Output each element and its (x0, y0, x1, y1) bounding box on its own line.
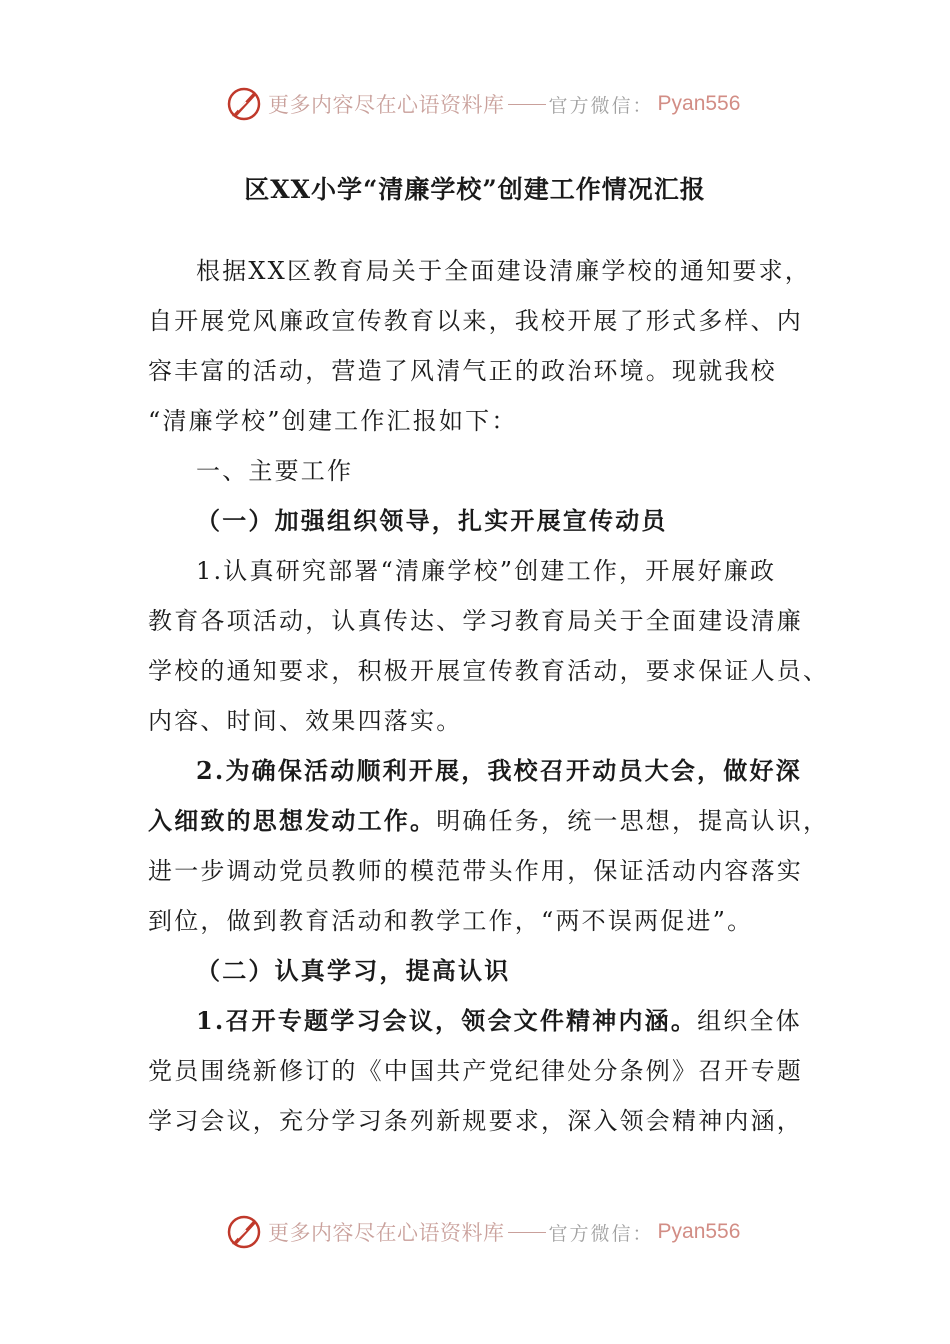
body-line: 到位，做到教育活动和教学工作，“两不误两促进”。 (148, 907, 754, 935)
watermark-banner-bottom (224, 1212, 740, 1252)
body-line: 1.认真研究部署“清廉学校”创建工作，开展好廉政 (196, 557, 777, 585)
subsection-heading: （二）认真学习，提高认识 (196, 956, 511, 985)
body-line: 内容、时间、效果四落实。 (148, 707, 463, 735)
subsection-heading: （一）加强组织领导，扎实开展宣传动员 (196, 506, 668, 535)
watermark-text: 更多内容尽在心语资料库 (268, 93, 505, 117)
body-line: 进一步调动党员教师的模范带头作用，保证活动内容落实 (148, 857, 803, 885)
body-line: 学校的通知要求，积极开展宣传教育活动，要求保证人员、 (148, 657, 830, 685)
watermark-official-label: 官方微信： (548, 94, 654, 117)
section-heading: 一、主要工作 (196, 457, 354, 485)
quill-logo-icon (224, 84, 264, 124)
bold-lead: 1.召开专题学习会议，领会文件精神内涵。 (196, 1006, 698, 1035)
body-line: 容丰富的活动，营造了风清气正的政治环境。现就我校 (148, 357, 777, 385)
body-line: 党员围绕新修订的《中国共产党纪律处分条例》召开专题 (148, 1057, 803, 1085)
quill-logo-icon (224, 1212, 264, 1252)
body-line: 根据XX区教育局关于全面建设清廉学校的通知要求， (196, 257, 811, 285)
watermark-official-label: 官方微信： (548, 1222, 654, 1245)
watermark-wechat-id: Pyan556 (657, 1220, 741, 1243)
body-continuation: 明确任务，统一思想，提高认识， (436, 807, 830, 835)
body-line-mixed (196, 1006, 856, 1036)
watermark-banner-top (224, 84, 740, 124)
body-line-bold: 2.为确保活动顺利开展，我校召开动员大会，做好深 (196, 756, 802, 785)
document-title: 区XX小学“清廉学校”创建工作情况汇报 (244, 175, 706, 204)
body-line: 教育各项活动，认真传达、学习教育局关于全面建设清廉 (148, 607, 803, 635)
bold-lead: 入细致的思想发动工作。 (148, 806, 437, 835)
watermark-dash (508, 104, 546, 105)
body-line: “清廉学校”创建工作汇报如下： (148, 407, 518, 435)
body-line: 自开展党风廉政宣传教育以来，我校开展了形式多样、内 (148, 307, 803, 335)
body-continuation: 组织全体 (697, 1007, 802, 1035)
watermark-text: 更多内容尽在心语资料库 (268, 1221, 505, 1245)
watermark-wechat-id: Pyan556 (657, 92, 741, 115)
body-line-mixed (148, 806, 830, 836)
body-line: 学习会议，充分学习条列新规要求，深入领会精神内涵， (148, 1107, 803, 1135)
watermark-dash (508, 1232, 546, 1233)
